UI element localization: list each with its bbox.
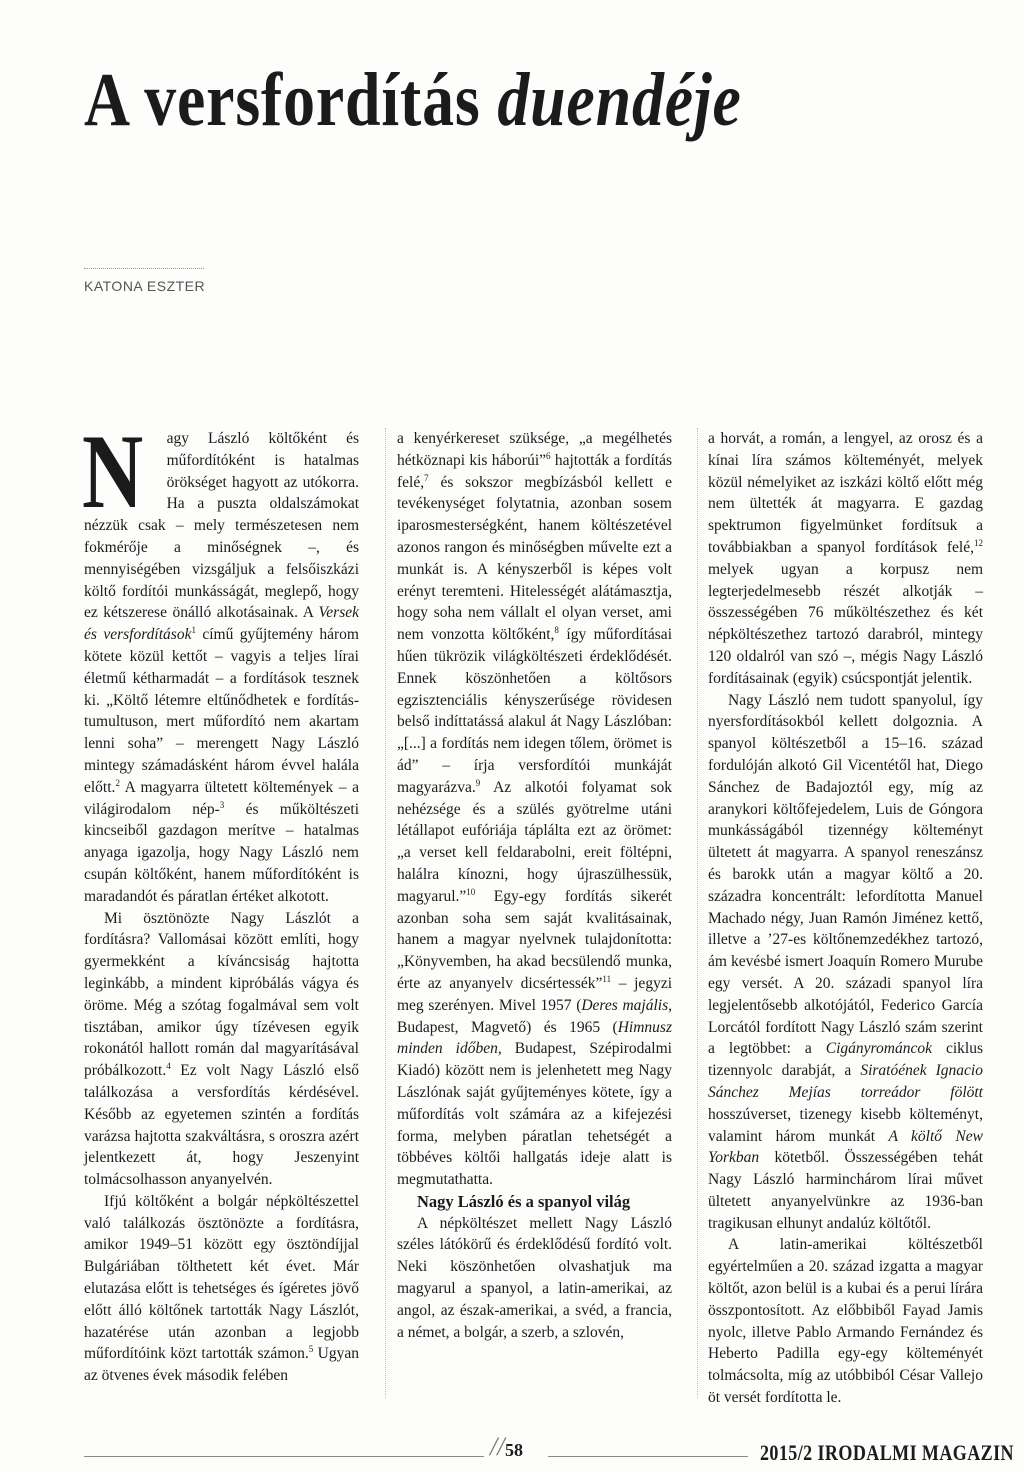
footnote-ref: 5 xyxy=(308,1344,314,1355)
footnote-ref: 1 xyxy=(191,625,196,636)
footnote-ref: 4 xyxy=(166,1060,171,1071)
paragraph xyxy=(397,428,672,1191)
slash-ornament: // xyxy=(490,1432,505,1461)
text-run: a kenyérkereset szüksége, „a megélhetés hétköznapi kis háborúi” xyxy=(397,430,672,469)
page-number: 58 xyxy=(505,1440,523,1460)
column-divider-1 xyxy=(385,428,386,1398)
text-run: ciklus tizennyolc darabját, a xyxy=(708,1040,984,1080)
text-run: Ifjú költőként a bolgár népköltészettel való találkozás ösztönözte a fordításra, amikor 1949–51 között egy ösztöndíjjal Bulgáriában tölthetett két évet. Már elutazása előtt is tehetséges és ígéretes jövő előtt álló költőnek tartották Nagy Lászlót, hazatérése után azonban a legjobb műfordítóink közt tartották számon. xyxy=(84,1192,359,1363)
title-part-2: duendéje xyxy=(497,58,742,142)
column-1 xyxy=(82,413,359,1387)
text-run: , Budapest, Magvető) és 1965 ( xyxy=(397,996,672,1036)
issue-label xyxy=(760,1440,1014,1466)
text-run: – jegyzi meg szerényen. Mivel 1957 ( xyxy=(397,974,673,1014)
issue-number: 2015/2 xyxy=(760,1440,813,1465)
text-run: A latin-amerikai költészetből egyértelműen a 20. század izgatta a magyar költőt, azon belül is a kubai és a perui lírára összpontosított. Az előbbiből Fayad Jamis nyolc, illetve Pablo Armando Fernández és Heberto Padilla egy-egy költeményét tolmácsolta, míg az utóbbiból César Vallejo öt versét fordította le. xyxy=(708,1236,983,1407)
text-run: hajtották a fordítás felé, xyxy=(397,451,672,491)
footnote-ref: 8 xyxy=(554,625,559,636)
paragraph xyxy=(84,908,359,1191)
paragraph xyxy=(82,413,359,908)
footnote-ref: 7 xyxy=(424,472,429,483)
book-title: Siratóének Ignacio Sánchez Mejías torreádor fölött xyxy=(708,1062,983,1101)
book-title: Cigányrománcok xyxy=(825,1040,932,1058)
book-title: Himnusz minden időben xyxy=(397,1018,672,1058)
column-2 xyxy=(397,428,672,1343)
text-run: kötetből. Összességében tehát Nagy László harminchárom lírai művet ültetett anyanyelvünkre az 1936-ban tragikusan elhunyt andalúz költőtől. xyxy=(708,1149,983,1232)
footnote-ref: 3 xyxy=(219,799,225,810)
article-title xyxy=(84,58,742,142)
text-run: melyek ugyan a korpusz nem legterjedelmesebb részét alkotják – összességében 76 műköltészethez és két népköltészethez tartozó darabról, mintegy 120 oldalról van szó –, mégis Nagy László fordításainak (egyik) csúcspontját jelentik. xyxy=(708,560,983,687)
magazine-name: IRODALMI MAGAZIN xyxy=(817,1440,1014,1465)
author-byline: KATONA ESZTER xyxy=(84,278,206,294)
text-run: Nagy László nem tudott spanyolul, így nyersfordításokból kellett dolgoznia. A spanyol költészetből a 15–16. század fordulóján alkotó Gil Vicentétől hat, Diego Sánchez de Badajoztól egy, míg az aranykori költőfejedelem, Luis de Góngora munkásságából tizennégy költeményt ültetett át magyarra. A spanyol reneszánsz és barokk után a magyar költő a 20. századra koncentrált: lefordította Manuel Machado négy, Juan Ramón Jiménez kettő, illetve a ’27-es költőnemzedékhez tartozó, ám kevésbé ismert Joaquín Romero Murube egy versét. A 20. századi spanyol líra legjelentősebb alkotójától, Federico García Lorcától fordított Nagy László szám szerint a legtöbbet: a xyxy=(708,691,983,1058)
footer-rule-right xyxy=(548,1456,748,1457)
text-run: című gyűjtemény három kötete közül kettőt – vagyis a teljes lírai életmű kétharmadát – a fordítások tesznek ki. „Költő létemre eltűnődhetek e fordítás-tumultuson, mert műfordító nem akartam lenni soha” – merengett Nagy László mintegy számadásként három évvel halála előtt. xyxy=(84,626,359,796)
text-run: Egy-egy fordítás sikerét azonban soha sem saját kvalitásainak, hanem a magyar nyelvnek tulajdonította: „Könyvemben, ha akad becsülendő munka, érte az anyanyelv dicsértessék” xyxy=(397,887,672,992)
footer-rule-left xyxy=(84,1456,484,1457)
paragraph xyxy=(708,1234,983,1408)
footnote-ref: 2 xyxy=(115,777,120,788)
text-run: A magyarra ültetett költemények – a világirodalom nép- xyxy=(84,778,359,818)
text-run: a horvát, a román, a lengyel, az orosz és a kínai líra számos költeményét, melyek közül némelyiket az iszkázi költő előtt még nem ültették át magyarra. E gazdag spektrumon figyelmünket fordítsuk a továbbiakban a spanyol fordítások felé, xyxy=(708,430,983,556)
footnote-ref: 10 xyxy=(466,886,476,897)
text-run: és sokszor megbízásból kellett e tevékenységet folytatnia, azonban sosem iparosmesterségként, hanem költészetével azonos rangon és minőségben művelte ezt a munkát is. A kényszerből is képes volt erényt teremteni. Hitelességét alátámasztja, hogy soha nem vállalt el olyan verset, ami nem vonzotta költőként, xyxy=(397,473,672,644)
text-run: hosszúverset, tizenegy kisebb költeményt, valamint három munkát xyxy=(708,1105,983,1145)
column-3 xyxy=(708,428,983,1409)
text-run: Ez volt Nagy László első találkozása a versfordítás kérdésével. Később az egyetemen szintén a fordítás varázsa hajtotta szakváltásra, s oroszra azért jelentkezett át, hogy Jeszenyint tolmácsolhasson anyanyelvén. xyxy=(84,1062,359,1189)
text-run: agy László költőként és műfordítóként is hatalmas örökséget hagyott az utókorra. Ha a puszta oldalszámokat nézzük csak – mely természetesen nem fokmérője a minőségnek –, és mennyiségében vizsgáljuk a felsőiszkázi költő fordítói munkásságát, meglepő, hogy ez kétszerese önálló alkotásainak. A xyxy=(84,430,359,622)
footnote-ref: 11 xyxy=(602,973,612,984)
text-run: Mi ösztönözte Nagy Lászlót a fordításra? Vallomásai között említi, hogy gyermekként a kíváncsiság hajtotta leginkább, a mindent kipróbálás vágya és öröme. Még a szótag fogalmával sem volt tisztában, amikor úgy tízévesen egyik rokonától hallott román dal magyarításával próbálkozott. xyxy=(84,909,359,1080)
book-title: Deres majális xyxy=(581,996,669,1014)
drop-cap: N xyxy=(82,413,144,530)
footnote-ref: 6 xyxy=(546,450,551,461)
paragraph xyxy=(84,1191,359,1387)
footnote-ref: 12 xyxy=(974,537,983,548)
book-title: A költő New Yorkban xyxy=(708,1127,983,1167)
footnote-ref: 9 xyxy=(475,777,481,788)
section-heading: Nagy László és a spanyol világ xyxy=(417,1191,631,1211)
text-run: , Budapest, Szépirodalmi Kiadó) között nem is jelenhetett meg Nagy Lászlónak saját gyűjteményes kötete, így a műfordítás volt számára az a kifejezési forma, melyben páratlan tehetségét a többéves költői hallgatás ideje alatt is megmutathatta. xyxy=(397,1040,672,1189)
text-run: A népköltészet mellett Nagy László széles látókörű és érdeklődésű fordító volt. Neki köszönhetően olvashatjuk ma magyarul a spanyol, a latin-amerikai, az angol, az észak-amerikai, a svéd, a francia, a német, a bolgár, a szerb, a szlovén, xyxy=(397,1214,672,1341)
text-run: és műköltészeti kincseiből gazdagon merítve – hatalmas anyaga igazolja, hogy Nagy László nem csupán költőként, hanem műfordítóként is maradandót és páratlan értéket alkotott. xyxy=(84,800,359,905)
paragraph xyxy=(708,428,983,690)
text-run: Ugyan az ötvenes évek második felében xyxy=(84,1345,359,1385)
text-run: így műfordításai hűen tükrözik világköltészeti érdeklődését. Ennek köszönhetően a költősors egzisztenciális kényszerűsége rövidesen belső indíttatássá alakul át Nagy Lászlóban: „[...] a fordítás nem idegen tőlem, örömet is ád” – írja versfordítói munkáját magyarázva. xyxy=(397,626,672,796)
book-title: Versek és versfordítások xyxy=(84,604,359,644)
byline-rule xyxy=(84,268,204,269)
paragraph xyxy=(397,1213,672,1344)
column-divider-2 xyxy=(697,428,698,1398)
text-run: Az alkotói folyamat sok nehézsége és a szülés gyötrelme utáni létállapot eufóriája táplálta ezt az örömet: „a verset kell feldarabolni, ereit föltépni, halálra kínozni, hogy újraszülhessük, magyarul.” xyxy=(397,778,672,905)
paragraph xyxy=(708,690,983,1235)
title-part-1: A versfordítás xyxy=(84,58,498,142)
